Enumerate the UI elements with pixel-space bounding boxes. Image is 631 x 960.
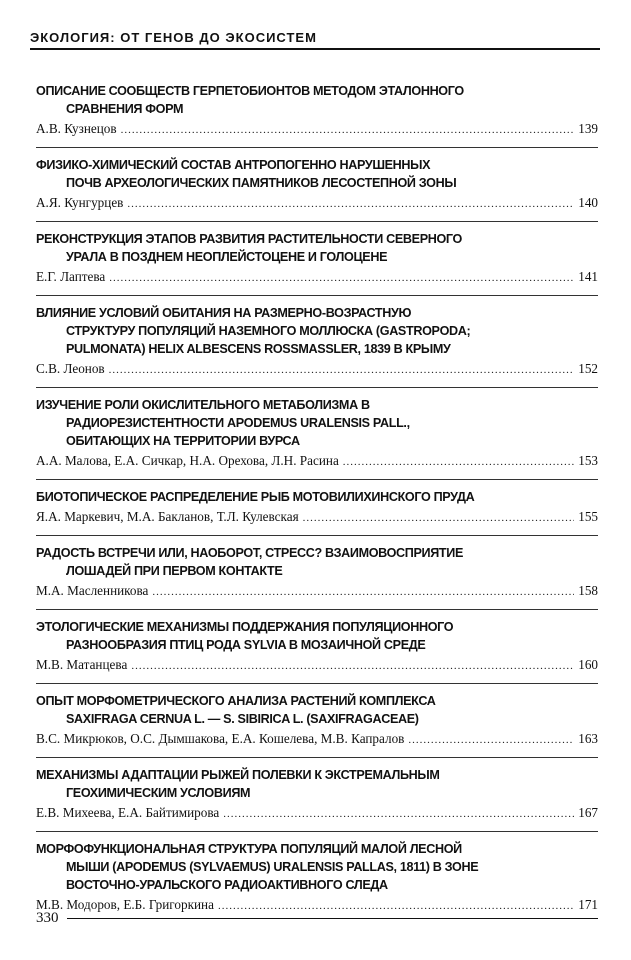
toc-entry-title	[36, 304, 598, 358]
toc-entry-title-line: МОРФОФУНКЦИОНАЛЬНАЯ СТРУКТУРА ПОПУЛЯЦИЙ МАЛОЙ ЛЕСНОЙ	[36, 842, 462, 856]
toc-entry-title-line: ФИЗИКО-ХИМИЧЕСКИЙ СОСТАВ АНТРОПОГЕННО НАРУШЕННЫХ	[36, 158, 431, 172]
toc-entry-title-line: ОПИСАНИЕ СООБЩЕСТВ ГЕРПЕТОБИОНТОВ МЕТОДОМ ЭТАЛОННОГО	[36, 84, 464, 98]
toc-entry-title-line: SAXIFRAGA CERNUA L. — S. SIBIRICA L. (SAXIFRAGACEAE)	[66, 712, 419, 726]
toc-entry-title	[36, 396, 598, 450]
running-header	[30, 30, 600, 50]
running-header-title: ЭКОЛОГИЯ: ОТ ГЕНОВ ДО ЭКОСИСТЕМ	[30, 30, 317, 45]
toc-entry-authors: М.А. Масленникова	[36, 583, 149, 598]
toc-entry-title-line: ЭТОЛОГИЧЕСКИЕ МЕХАНИЗМЫ ПОДДЕРЖАНИЯ ПОПУЛЯЦИОННОГО	[36, 620, 454, 634]
dot-leader	[109, 269, 574, 288]
toc-entry-title-line: РЕКОНСТРУКЦИЯ ЭТАПОВ РАЗВИТИЯ РАСТИТЕЛЬНОСТИ СЕВЕРНОГО	[36, 232, 462, 246]
toc-entry	[36, 156, 598, 222]
toc-entry-title-line: ИЗУЧЕНИЕ РОЛИ ОКИСЛИТЕЛЬНОГО МЕТАБОЛИЗМА В	[36, 398, 370, 412]
toc-entry-authors: М.В. Модоров, Е.Б. Григоркина	[36, 897, 214, 912]
toc-entry-authors: Я.А. Маркевич, М.А. Бакланов, Т.Л. Кулевская	[36, 509, 299, 524]
toc-entry	[36, 544, 598, 610]
toc-entry-page: 167	[578, 805, 598, 820]
toc-entry-byline	[36, 729, 598, 750]
toc-entry	[36, 692, 598, 758]
dot-leader	[131, 657, 574, 676]
toc-entry-title	[36, 544, 598, 580]
toc-entry-byline	[36, 655, 598, 676]
toc-entry-authors: А.А. Малова, Е.А. Сичкар, Н.А. Орехова, Л.Н. Расина	[36, 453, 339, 468]
toc-entry-title	[36, 840, 598, 894]
dot-leader	[127, 195, 574, 214]
table-of-contents	[36, 82, 598, 931]
toc-entry-page: 153	[578, 453, 598, 468]
dot-leader	[152, 583, 574, 602]
toc-entry-authors: В.С. Микрюков, О.С. Дымшакова, Е.А. Кошелева, М.В. Капралов	[36, 731, 405, 746]
toc-entry-page: 158	[578, 583, 598, 598]
toc-entry	[36, 766, 598, 832]
toc-entry-title-line: МЕХАНИЗМЫ АДАПТАЦИИ РЫЖЕЙ ПОЛЕВКИ К ЭКСТРЕМАЛЬНЫМ	[36, 768, 440, 782]
dot-leader	[109, 361, 575, 380]
toc-entry-title	[36, 156, 598, 192]
toc-entry-title-line: РАДОСТЬ ВСТРЕЧИ ИЛИ, НАОБОРОТ, СТРЕСС? ВЗАИМОВОСПРИЯТИЕ	[36, 546, 464, 560]
toc-entry-title-line: ОБИТАЮЩИХ НА ТЕРРИТОРИИ ВУРСА	[66, 434, 300, 448]
toc-entry	[36, 230, 598, 296]
toc-entry	[36, 488, 598, 536]
toc-entry-title	[36, 766, 598, 802]
toc-entry-authors: М.В. Матанцева	[36, 657, 128, 672]
toc-entry-title	[36, 230, 598, 266]
toc-entry-page: 171	[578, 897, 598, 912]
toc-entry-byline	[36, 803, 598, 824]
dot-leader	[303, 509, 575, 528]
dot-leader	[408, 731, 574, 750]
toc-entry-byline	[36, 193, 598, 214]
toc-entry-authors: Е.В. Михеева, Е.А. Байтимирова	[36, 805, 220, 820]
dot-leader	[121, 121, 575, 140]
toc-entry-byline	[36, 507, 598, 528]
toc-entry-byline	[36, 119, 598, 140]
toc-entry	[36, 82, 598, 148]
toc-entry-title-line: СТРУКТУРУ ПОПУЛЯЦИЙ НАЗЕМНОГО МОЛЛЮСКА (GASTROPODA;	[66, 324, 471, 338]
toc-entry-title-line: МЫШИ (APODEMUS (SYLVAEMUS) URALENSIS PALLAS, 1811) В ЗОНЕ	[66, 860, 479, 874]
toc-entry-byline	[36, 451, 598, 472]
toc-entry-page: 139	[578, 121, 598, 136]
toc-entry-byline	[36, 359, 598, 380]
toc-entry-title	[36, 488, 598, 506]
toc-entry-page: 140	[578, 195, 598, 210]
toc-entry-page: 160	[578, 657, 598, 672]
page-footer	[36, 910, 598, 927]
dot-leader	[223, 805, 574, 824]
page-number: 330	[36, 910, 59, 926]
toc-entry-byline	[36, 267, 598, 288]
toc-entry-page: 152	[578, 361, 598, 376]
toc-entry-title-line: ГЕОХИМИЧЕСКИМ УСЛОВИЯМ	[66, 786, 251, 800]
dot-leader	[343, 453, 574, 472]
toc-entry-title-line: РАДИОРЕЗИСТЕНТНОСТИ APODEMUS URALENSIS PALL.,	[66, 416, 410, 430]
toc-entry	[36, 304, 598, 388]
toc-entry-title-line: ВОСТОЧНО-УРАЛЬСКОГО РАДИОАКТИВНОГО СЛЕДА	[66, 878, 388, 892]
toc-entry-title	[36, 692, 598, 728]
toc-entry-authors: А.Я. Кунгурцев	[36, 195, 124, 210]
toc-entry-authors: Е.Г. Лаптева	[36, 269, 106, 284]
toc-entry-title-line: РАЗНООБРАЗИЯ ПТИЦ РОДА SYLVIA В МОЗАИЧНОЙ СРЕДЕ	[66, 638, 426, 652]
toc-entry-title-line: ЛОШАДЕЙ ПРИ ПЕРВОМ КОНТАКТЕ	[66, 564, 283, 578]
toc-entry-title-line: УРАЛА В ПОЗДНЕМ НЕОПЛЕЙСТОЦЕНЕ И ГОЛОЦЕНЕ	[66, 250, 388, 264]
toc-entry-title-line: СРАВНЕНИЯ ФОРМ	[66, 102, 184, 116]
footer-rule	[67, 918, 599, 919]
toc-entry-page: 155	[578, 509, 598, 524]
toc-entry-page: 141	[578, 269, 598, 284]
toc-entry-title-line: ПОЧВ АРХЕОЛОГИЧЕСКИХ ПАМЯТНИКОВ ЛЕСОСТЕПНОЙ ЗОНЫ	[66, 176, 457, 190]
toc-entry-authors: А.В. Кузнецов	[36, 121, 117, 136]
toc-entry-page: 163	[578, 731, 598, 746]
toc-entry-title-line: ОПЫТ МОРФОМЕТРИЧЕСКОГО АНАЛИЗА РАСТЕНИЙ КОМПЛЕКСА	[36, 694, 436, 708]
toc-entry-authors: С.В. Леонов	[36, 361, 105, 376]
toc-entry	[36, 618, 598, 684]
toc-entry-byline	[36, 581, 598, 602]
toc-entry-title-line: PULMONATA) HELIX ALBESCENS ROSSMASSLER, 1839 В КРЫМУ	[66, 342, 451, 356]
toc-entry-title-line: БИОТОПИЧЕСКОЕ РАСПРЕДЕЛЕНИЕ РЫБ МОТОВИЛИХИНСКОГО ПРУДА	[36, 490, 475, 504]
toc-entry-title-line: ВЛИЯНИЕ УСЛОВИЙ ОБИТАНИЯ НА РАЗМЕРНО-ВОЗРАСТНУЮ	[36, 306, 412, 320]
toc-entry	[36, 396, 598, 480]
toc-entry-title	[36, 618, 598, 654]
toc-entry-title	[36, 82, 598, 118]
